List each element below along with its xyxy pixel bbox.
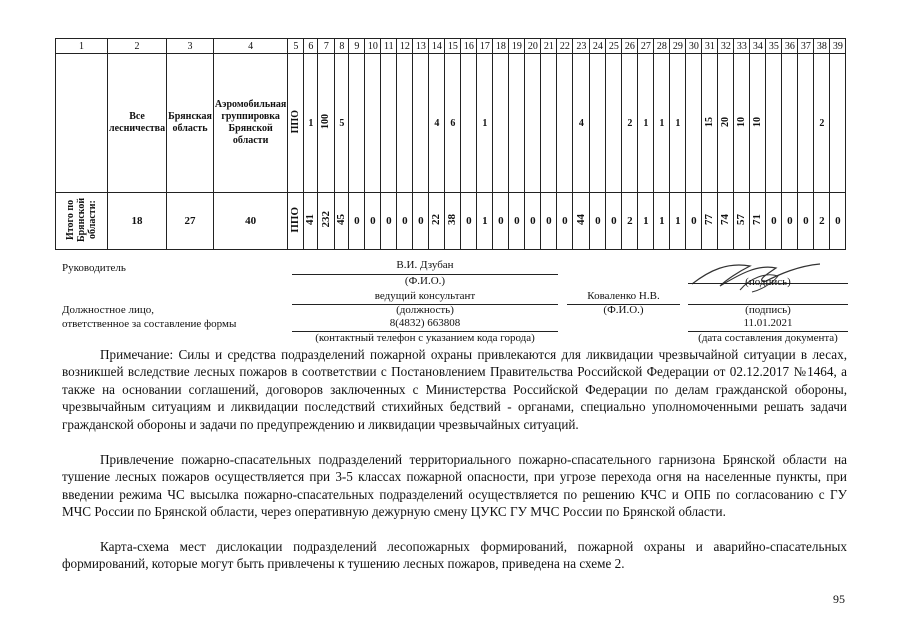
table-cell (590, 54, 606, 193)
table-cell (429, 54, 445, 193)
column-number-cell: 17 (477, 39, 493, 54)
cell-value: 232 (319, 211, 332, 228)
table-cell (798, 193, 814, 250)
column-number-cell: 31 (702, 39, 718, 54)
sign-label-1: (подпись) (745, 276, 791, 288)
cell-value: 20 (719, 116, 731, 127)
cell-value: 10 (751, 116, 763, 127)
table-cell (381, 193, 397, 250)
cell-value: 15 (703, 116, 715, 127)
table-cell (750, 193, 766, 250)
cell-value: 0 (514, 215, 520, 227)
cell-value: 0 (530, 215, 536, 227)
table-cell (782, 54, 798, 193)
cell-value: ППО (289, 109, 301, 134)
column-number-cell: 12 (397, 39, 413, 54)
column-number-cell: 30 (686, 39, 702, 54)
table-cell (541, 193, 557, 250)
column-number-cell: 39 (830, 39, 846, 54)
column-number-cell: 9 (349, 39, 365, 54)
table-cell (108, 54, 167, 193)
table-cell (167, 54, 214, 193)
cell-value: 1 (659, 215, 665, 227)
column-number-cell: 26 (622, 39, 638, 54)
table-cell (830, 54, 846, 193)
column-number-cell: 3 (167, 39, 214, 54)
cell-value: 57 (735, 214, 748, 225)
column-number-cell: 1 (56, 39, 108, 54)
cell-value: 4 (578, 117, 584, 129)
table-cell (573, 193, 590, 250)
table-cell (525, 193, 541, 250)
cell-value: 74 (719, 214, 732, 225)
cell-value: 5 (339, 117, 345, 129)
table-cell (493, 54, 509, 193)
table-cell (814, 54, 830, 193)
table-row-forestries (56, 54, 846, 193)
cell-value: 0 (498, 215, 504, 227)
column-number-cell: 5 (288, 39, 304, 54)
table-cell (654, 193, 670, 250)
table-cell (638, 54, 654, 193)
head-name: В.И. Дзубан (396, 259, 454, 271)
table-cell (718, 54, 734, 193)
cell-value: 1 (659, 117, 665, 129)
table-cell (638, 193, 654, 250)
table-cell (213, 193, 287, 250)
cell-value: 27 (184, 215, 196, 227)
column-number-cell: 25 (606, 39, 622, 54)
cell-value: 0 (787, 215, 793, 227)
table-cell (56, 193, 108, 250)
fio-label-2: (Ф.И.О.) (603, 304, 644, 316)
cell-value: Аэромобильная группировка Брянской области (214, 99, 287, 146)
responsible-label-2: ответственное за составление формы (62, 318, 237, 330)
table-cell (461, 193, 477, 250)
phone-label: (контактный телефон с указанием кода города) (315, 332, 535, 344)
table-cell (766, 193, 782, 250)
table-cell (365, 193, 381, 250)
table-cell (365, 54, 381, 193)
column-number-cell: 34 (750, 39, 766, 54)
column-number-cell: 29 (670, 39, 686, 54)
column-number-cell: 33 (734, 39, 750, 54)
cell-value: 2 (819, 215, 825, 227)
date-label: (дата составления документа) (698, 332, 838, 344)
table-cell (461, 54, 477, 193)
table-cell (798, 54, 814, 193)
column-number-cell: 22 (557, 39, 573, 54)
table-cell (413, 54, 429, 193)
table-cell (622, 54, 638, 193)
cell-value: 0 (402, 215, 408, 227)
cell-value: 0 (466, 215, 472, 227)
table-cell (654, 54, 670, 193)
table-cell (288, 193, 304, 250)
table-cell (830, 193, 846, 250)
table-cell (108, 193, 167, 250)
table-cell (606, 193, 622, 250)
column-number-cell: 8 (335, 39, 349, 54)
table-cell (429, 193, 445, 250)
table-cell (445, 54, 461, 193)
table-cell (381, 54, 397, 193)
table-cell (445, 193, 461, 250)
forest-fire-forces-table (55, 38, 846, 250)
column-number-row (56, 39, 846, 54)
cell-value: 38 (446, 214, 459, 225)
table-cell (750, 54, 766, 193)
cell-value: 0 (386, 215, 392, 227)
involvement-paragraph: Привлечение пожарно-спасательных подразделений территориального пожарно-спасательного гарнизона Брянской области на тушение лесных пожаров осуществляется при 3-5 классах пожарной опасности, при угрозе перехода огня на населенные пункты, при введении режима ЧС высылка пожарно-спасательных подразделений осуществляется по решению КЧС и ОПБ по согласованию с ГУ МЧС России по Брянской области, через оперативную дежурную смену ЦУКС ГУ МЧС России по Брянской области. (62, 452, 847, 520)
phone-value: 8(4832) 663808 (389, 317, 461, 329)
cell-value: 71 (751, 214, 764, 225)
column-number-cell: 36 (782, 39, 798, 54)
cell-value: 0 (835, 215, 841, 227)
column-number-cell: 7 (318, 39, 335, 54)
cell-value: 41 (304, 214, 317, 225)
note-paragraph: Примечание: Силы и средства подразделений пожарной охраны привлекаются для ликвидации чрезвычайной ситуации в лесах, возникшей вследствие лесных пожаров в соответствии с Постановлением Правительства Российской Федерации от 02.12.2017 №1464, а также на основании соглашений, договоров заключенных с Министерства Российской Федерации по делам гражданской обороны, чрезвычайным ситуациям и ликвидации последствий стихийных бедствий - органами, специально уполномоченными решать задачи гражданской обороны и задачи по предупреждению и ликвидации чрезвычайных ситуаций. (62, 347, 847, 432)
column-number-cell: 24 (590, 39, 606, 54)
column-number-cell: 10 (365, 39, 381, 54)
table-cell (213, 54, 287, 193)
page-number: 95 (833, 592, 845, 606)
table-cell (557, 54, 573, 193)
table-cell (509, 54, 525, 193)
table-cell (397, 54, 413, 193)
position-value: ведущий консультант (374, 290, 476, 302)
signature-mark (680, 250, 840, 298)
table-cell (606, 54, 622, 193)
responsible-label: Должностное лицо, (62, 304, 154, 316)
table-cell (734, 193, 750, 250)
table-cell (718, 193, 734, 250)
column-number-cell: 4 (213, 39, 287, 54)
head-label: Руководитель (62, 262, 126, 274)
column-number-cell: 14 (429, 39, 445, 54)
cell-value: 1 (643, 215, 649, 227)
cell-value: 2 (627, 215, 633, 227)
cell-value: 45 (335, 214, 348, 225)
column-number-cell: 6 (304, 39, 318, 54)
table-cell (413, 193, 429, 250)
cell-value: 0 (562, 215, 568, 227)
table-cell (493, 193, 509, 250)
table-cell (477, 193, 493, 250)
cell-value: 10 (735, 116, 747, 127)
table-cell (167, 193, 214, 250)
table-cell (670, 193, 686, 250)
cell-value: 1 (675, 117, 681, 129)
column-number-cell: 28 (654, 39, 670, 54)
table-cell (702, 54, 718, 193)
date-value: 11.01.2021 (743, 317, 793, 329)
cell-value: 0 (691, 215, 697, 227)
table-row-total (56, 193, 846, 250)
column-number-cell: 20 (525, 39, 541, 54)
cell-value: Брянская область (168, 111, 212, 134)
cell-value: ППО (289, 206, 302, 233)
table-cell (734, 54, 750, 193)
table-cell (541, 54, 557, 193)
table-cell (397, 193, 413, 250)
cell-value: 0 (370, 215, 376, 227)
cell-value: 0 (354, 215, 360, 227)
table-cell (782, 193, 798, 250)
table-cell (702, 193, 718, 250)
responsible-name: Коваленко Н.В. (587, 290, 660, 302)
table-cell (557, 193, 573, 250)
table-cell (573, 54, 590, 193)
table-cell (686, 193, 702, 250)
table-cell (318, 54, 335, 193)
cell-value: 0 (803, 215, 809, 227)
column-number-cell: 11 (381, 39, 397, 54)
table-cell (477, 54, 493, 193)
table-cell (686, 54, 702, 193)
table-cell (509, 193, 525, 250)
cell-value: 44 (574, 214, 587, 225)
map-reference-paragraph: Карта-схема мест дислокации подразделений лесопожарных формирований, пожарной охраны и аварийно-спасательных формирований, которые могут быть привлечены к тушению лесных пожаров, приведена на схеме 2. (62, 539, 847, 572)
cell-value: 1 (482, 117, 488, 129)
column-number-cell: 32 (718, 39, 734, 54)
cell-value: 1 (308, 117, 314, 129)
table-cell (335, 54, 349, 193)
cell-value: 0 (771, 215, 777, 227)
column-number-cell: 27 (638, 39, 654, 54)
table-cell (349, 54, 365, 193)
cell-value: 0 (546, 215, 552, 227)
cell-value: 6 (450, 117, 456, 129)
table-cell (304, 193, 318, 250)
table-cell (304, 54, 318, 193)
column-number-cell: 16 (461, 39, 477, 54)
table-cell (670, 54, 686, 193)
cell-value: 100 (320, 114, 332, 129)
fio-label-1: (Ф.И.О.) (404, 275, 446, 287)
column-number-cell: 2 (108, 39, 167, 54)
table-cell (766, 54, 782, 193)
cell-value: 18 (131, 215, 143, 227)
column-number-cell: 38 (814, 39, 830, 54)
column-number-cell: 23 (573, 39, 590, 54)
column-number-cell: 13 (413, 39, 429, 54)
position-label: (должность) (396, 304, 454, 316)
cell-value: 40 (245, 215, 257, 227)
cell-value: 1 (482, 215, 488, 227)
table-cell (318, 193, 335, 250)
table-cell (56, 54, 108, 193)
cell-value: 0 (595, 215, 601, 227)
cell-value: 2 (819, 117, 825, 129)
cell-value: 0 (611, 215, 617, 227)
cell-value: 2 (627, 117, 633, 129)
table-cell (349, 193, 365, 250)
table-cell (814, 193, 830, 250)
table-cell (525, 54, 541, 193)
column-number-cell: 35 (766, 39, 782, 54)
cell-value: 0 (418, 215, 424, 227)
cell-value: 22 (430, 214, 443, 225)
table-cell (288, 54, 304, 193)
table-cell (622, 193, 638, 250)
sign-label-2: (подпись) (745, 304, 791, 316)
column-number-cell: 37 (798, 39, 814, 54)
cell-value: Все лесничества (109, 111, 166, 134)
table-cell (335, 193, 349, 250)
column-number-cell: 18 (493, 39, 509, 54)
cell-value: 4 (434, 117, 440, 129)
column-number-cell: 15 (445, 39, 461, 54)
table-cell (590, 193, 606, 250)
column-number-cell: 19 (509, 39, 525, 54)
column-number-cell: 21 (541, 39, 557, 54)
row-label: Итого по Брянской области: (65, 197, 98, 242)
cell-value: 77 (703, 214, 716, 225)
cell-value: 1 (643, 117, 649, 129)
cell-value: 1 (675, 215, 681, 227)
